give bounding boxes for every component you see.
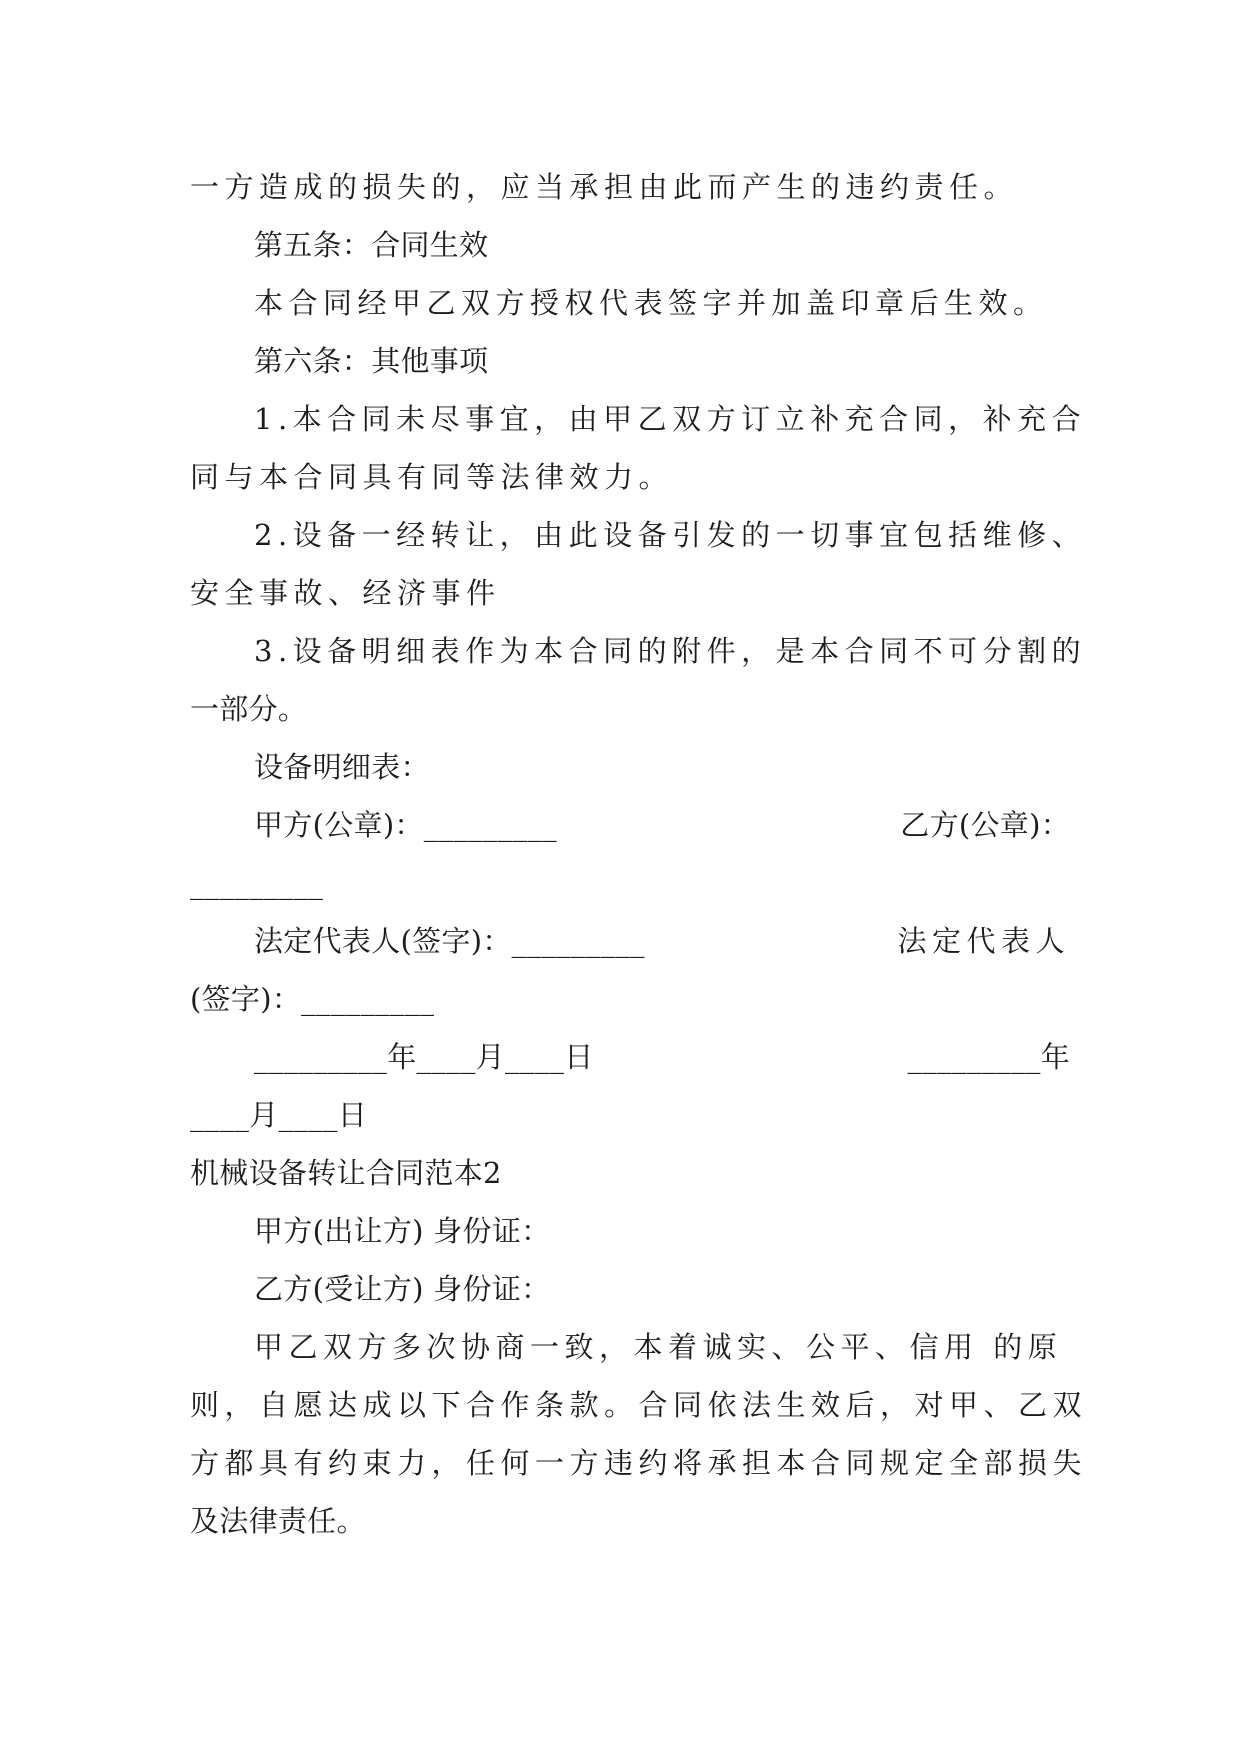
party-a-id-line: 甲方(出让方) 身份证： [254,1214,551,1248]
section-title: 机械设备转让合同范本2 [190,1156,502,1190]
paragraph-line: 本合同经甲乙双方授权代表签字并加盖印章后生效。 [254,286,1048,320]
paragraph-line: 一方造成的损失的，应当承担由此而产生的违约责任。 [190,170,1019,204]
paragraph-line: 3.设备明细表作为本合同的附件，是本合同不可分割的 [254,634,1087,668]
signature-row-representative [190,912,1070,970]
article-5-heading: 第五条：合同生效 [254,228,489,262]
party-b-date-rest: ____月____日 [190,1098,367,1132]
signature-row-seal [190,796,1070,854]
paragraph-line: 安全事故、经济事件 [190,576,501,610]
paragraph-line: 方都具有约束力，任何一方违约将承担本合同规定全部损失 [190,1446,1088,1480]
party-b-seal-blank: _________ [190,866,324,900]
paragraph-line: 及法律责任。 [190,1504,366,1538]
paragraph-line: 2.设备一经转让，由此设备引发的一切事宜包括维修、 [254,518,1087,552]
article-6-heading: 第六条：其他事项 [254,344,489,378]
party-b-id-line: 乙方(受让方) 身份证： [254,1272,551,1306]
party-a-seal-field: 甲方(公章)：_________ [254,808,557,842]
party-a-representative-field: 法定代表人(签字)：_________ [254,924,645,958]
paragraph-line: 则，自愿达成以下合作条款。合同依法生效后，对甲、乙双 [190,1388,1088,1422]
party-b-date-year: _________年 [907,1040,1070,1074]
paragraph-line: 同与本合同具有同等法律效力。 [190,460,674,494]
party-b-seal-label: 乙方(公章)： [900,808,1070,842]
paragraph-line: 一部分。 [190,692,308,726]
contract-text [190,158,1088,1550]
paragraph-line: 1.本合同未尽事宜，由甲乙双方订立补充合同，补充合 [254,402,1087,436]
equipment-list-label: 设备明细表： [254,750,430,784]
party-b-representative-blank: (签字)：_________ [190,982,435,1016]
party-b-representative-label: 法定代表人 [897,924,1070,958]
paragraph-line: 甲乙双方多次协商一致，本着诚实、公平、信用 的原 [254,1330,1063,1364]
signature-row-date [190,1028,1070,1086]
party-a-date-field: _________年____月____日 [254,1040,594,1074]
